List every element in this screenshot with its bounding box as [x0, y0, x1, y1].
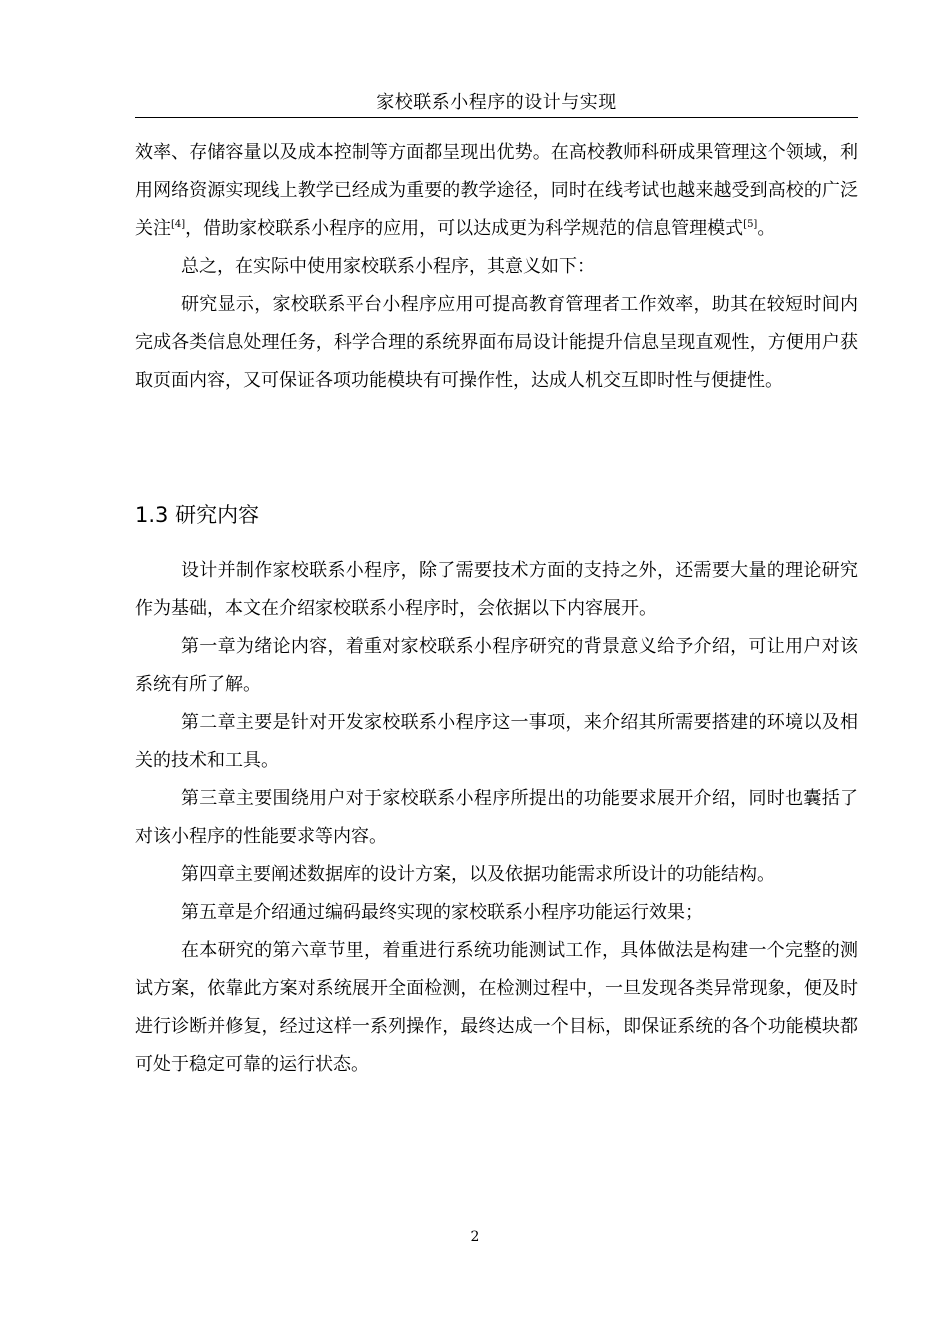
paragraph-text: 。	[757, 218, 776, 239]
paragraph-chapter-3: 第三章主要围绕用户对于家校联系小程序所提出的功能要求展开介绍，同时也囊括了对该小程序的性能要求等内容。	[135, 788, 858, 847]
paragraph-chapter-2: 第二章主要是针对开发家校联系小程序这一事项，来介绍其所需要搭建的环境以及相关的技术和工具。	[135, 712, 858, 771]
paragraph-chapter-6: 在本研究的第六章节里，着重进行系统功能测试工作，具体做法是构建一个完整的测试方案，依靠此方案对系统展开全面检测，在检测过程中，一旦发现各类异常现象，便及时进行诊断并修复，经过这样一系列操作，最终达成一个目标，即保证系统的各个功能模块都可处于稳定可靠的运行状态。	[135, 940, 858, 1075]
intro-continuation	[135, 134, 858, 400]
running-header: 家校联系小程序的设计与实现	[376, 92, 617, 113]
paragraph-chapter-5: 第五章是介绍通过编码最终实现的家校联系小程序功能运行效果；	[181, 902, 703, 923]
paragraph-chapter-1: 第一章为绪论内容，着重对家校联系小程序研究的背景意义给予介绍，可让用户对该系统有所了解。	[135, 636, 858, 695]
paragraph-continued	[135, 134, 858, 248]
paragraph-overview: 设计并制作家校联系小程序，除了需要技术方面的支持之外，还需要大量的理论研究作为基础，本文在介绍家校联系小程序时，会依据以下内容展开。	[135, 560, 858, 619]
paragraph-chapter-4: 第四章主要阐述数据库的设计方案，以及依据功能需求所设计的功能结构。	[181, 864, 775, 885]
citation-4: [4]	[171, 219, 186, 230]
header-divider	[135, 117, 858, 118]
paragraph-summary: 总之，在实际中使用家校联系小程序，其意义如下：	[181, 256, 595, 277]
research-content	[135, 552, 858, 1084]
page-number: 2	[470, 1229, 480, 1245]
paragraph-text: 效率、存储容量以及成本控制等方面都呈现出优势。在高校教师科研成果管理这个领域，利用网络资源实现线上教学已经成为重要的教学途径，同时在线考试也越来越受到高校的广泛关注	[135, 142, 858, 239]
paragraph-significance: 研究显示，家校联系平台小程序应用可提高教育管理者工作效率，助其在较短时间内完成各类信息处理任务，科学合理的系统界面布局设计能提升信息呈现直观性，方便用户获取页面内容，又可保证各项功能模块有可操作性，达成人机交互即时性与便捷性。	[135, 294, 858, 391]
paragraph-text: ，借助家校联系小程序的应用，可以达成更为科学规范的信息管理模式	[185, 218, 744, 239]
section-heading: 1.3 研究内容	[135, 503, 260, 527]
citation-5: [5]	[743, 219, 758, 230]
